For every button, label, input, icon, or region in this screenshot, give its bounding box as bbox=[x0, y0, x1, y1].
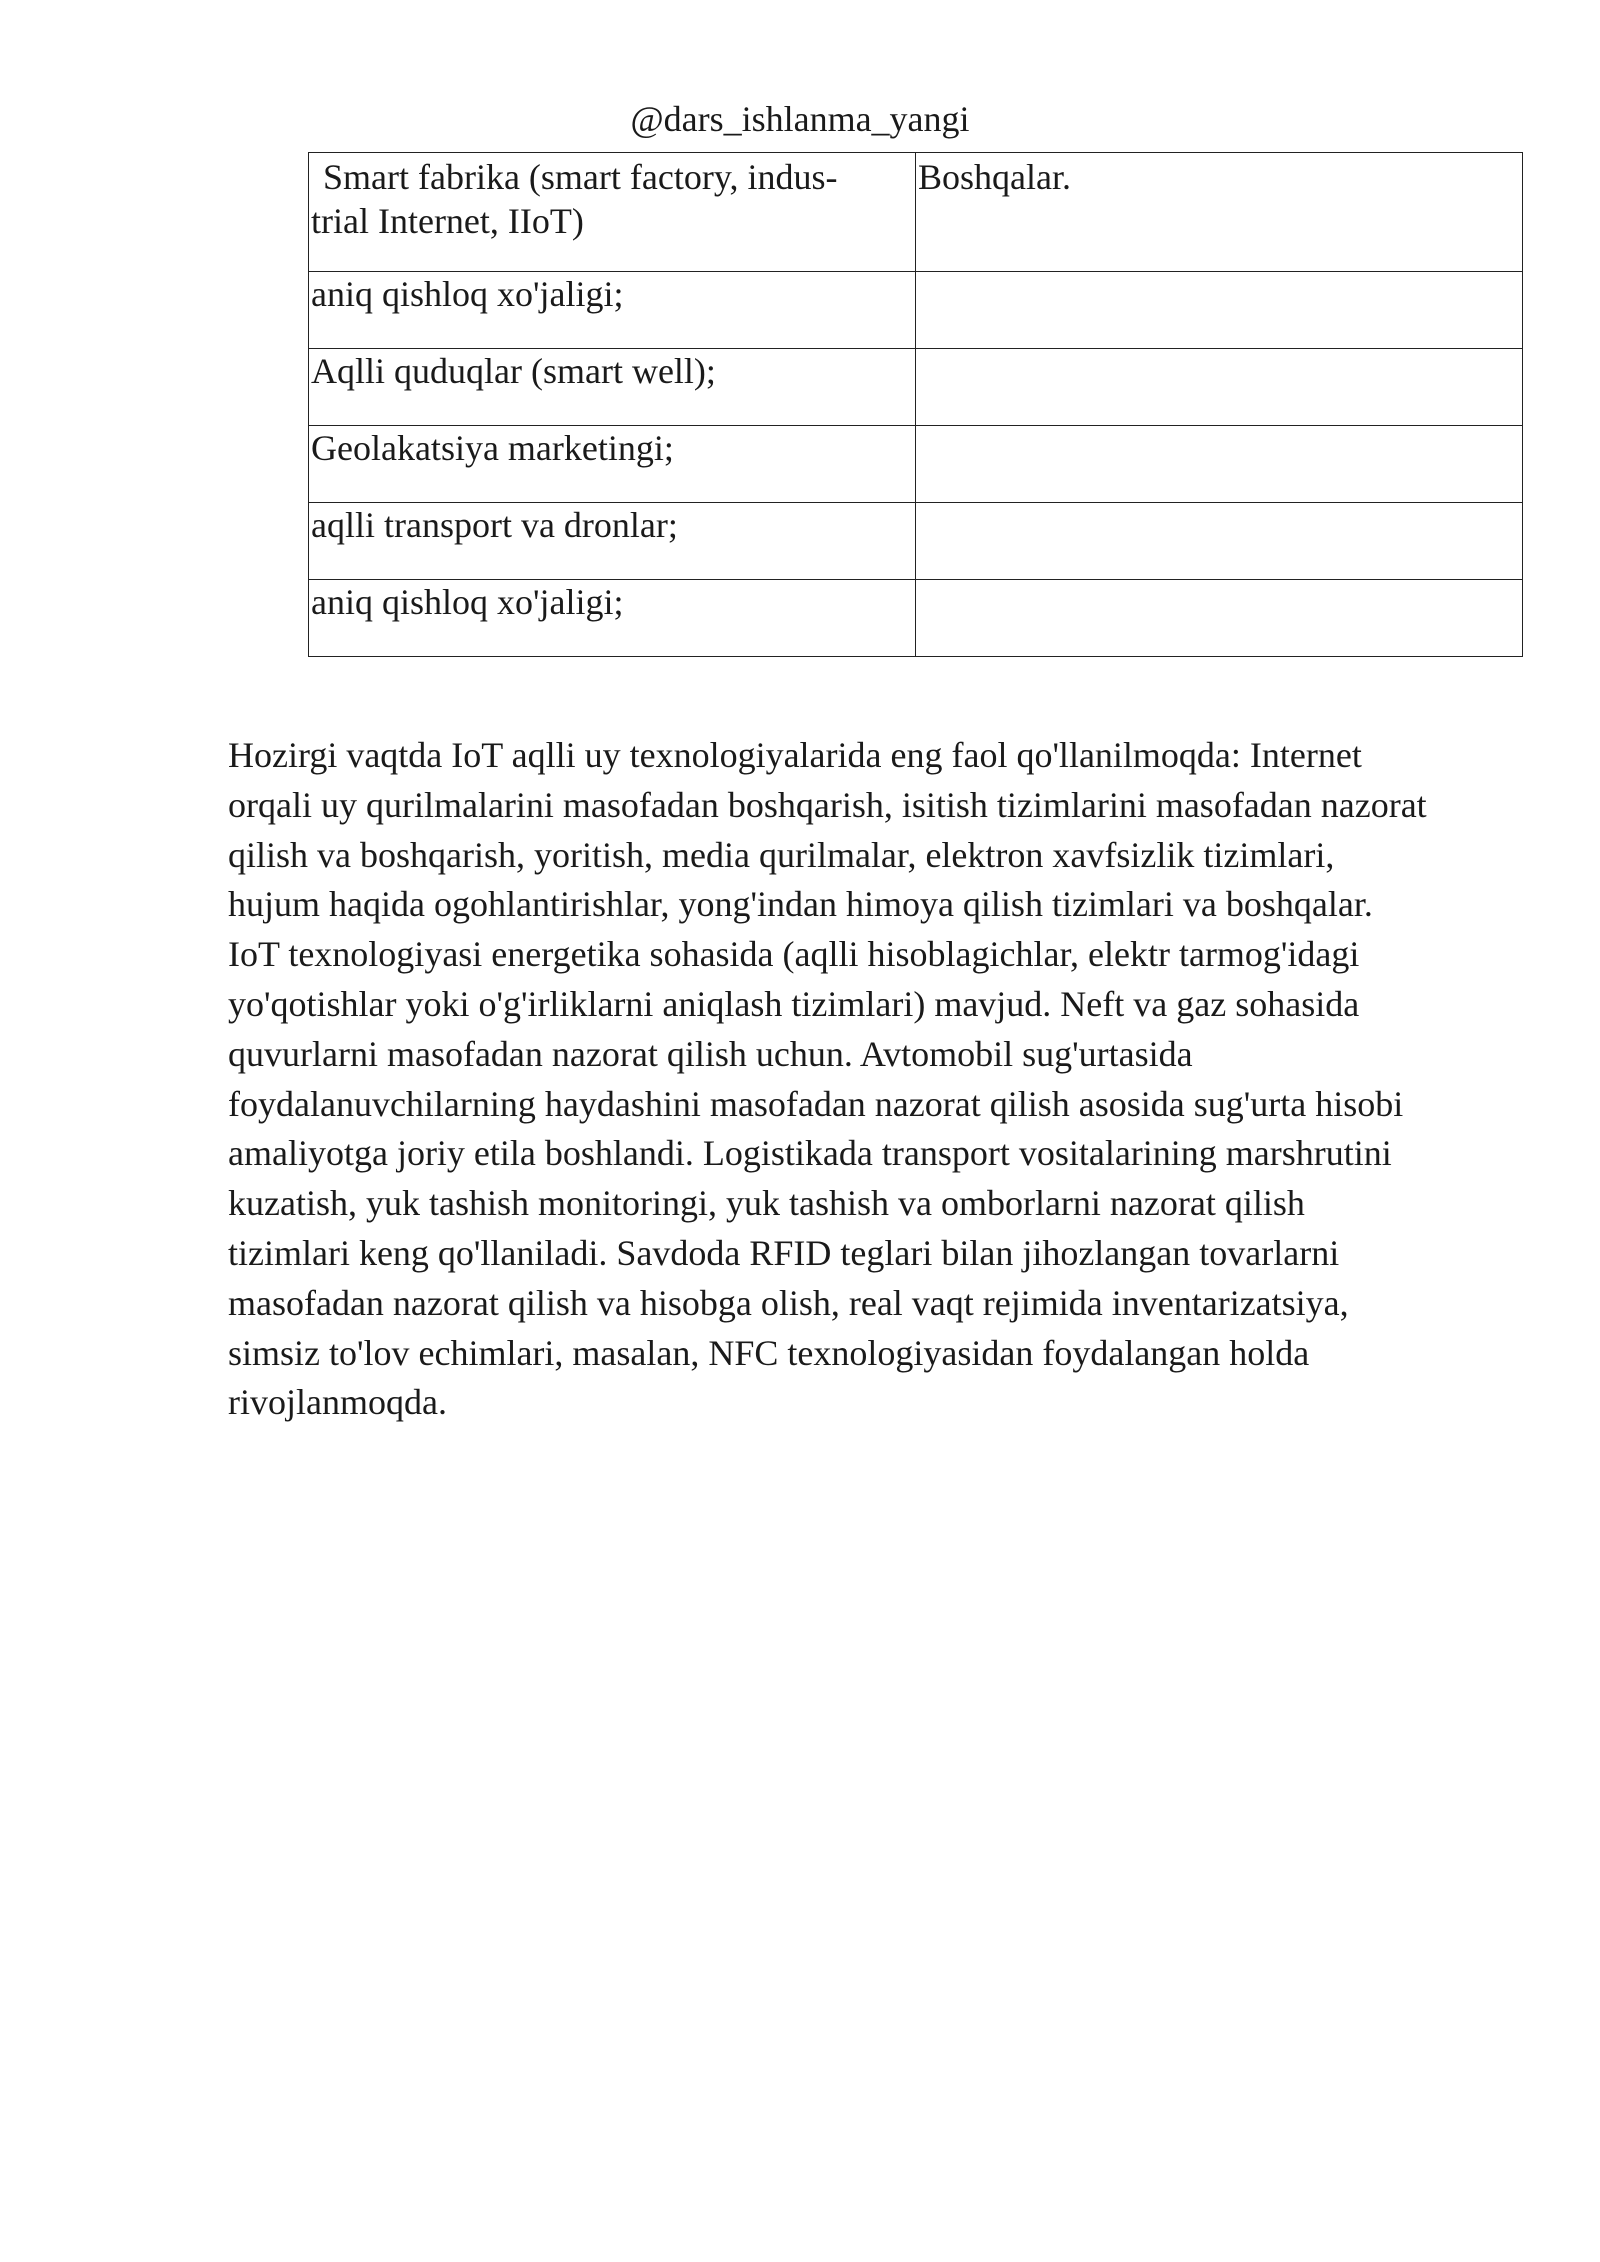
table-cell bbox=[916, 503, 1523, 580]
paragraph-line: foydalanuvchilarning haydashini masofadan nazorat qilish asosida sug'urta hisobi bbox=[228, 1083, 1404, 1124]
page-header-handle: @dars_ishlanma_yangi bbox=[630, 99, 970, 139]
paragraph-line: IoT texnologiyasi energetika sohasida (aqlli hisoblagichlar, elektr tarmog'idagi bbox=[228, 934, 1360, 975]
paragraph-line: orqali uy qurilmalarini masofadan boshqarish, isitish tizimlarini masofadan nazorat bbox=[228, 784, 1427, 825]
table-row bbox=[309, 272, 1523, 349]
table-cell bbox=[916, 272, 1523, 349]
table-row bbox=[309, 426, 1523, 503]
paragraph-line: hujum haqida ogohlantirishlar, yong'indan himoya qilish tizimlari va boshqalar. bbox=[228, 884, 1373, 925]
paragraph-line: qilish va boshqarish, yoritish, media qurilmalar, elektron xavfsizlik tizimlari, bbox=[228, 834, 1335, 875]
table-cell bbox=[309, 153, 916, 272]
table-cell: Aqlli quduqlar (smart well); bbox=[309, 349, 916, 426]
paragraph-line: quvurlarni masofadan nazorat qilish uchun. Avtomobil sug'urtasida bbox=[228, 1033, 1193, 1074]
paragraph-line: simsiz to'lov echimlari, masalan, NFC texnologiyasidan foydalangan holda bbox=[228, 1332, 1310, 1373]
table-cell bbox=[916, 349, 1523, 426]
paragraph-line: rivojlanmoqda. bbox=[228, 1382, 447, 1423]
table-cell: aniq qishloq xo'jaligi; bbox=[309, 580, 916, 657]
paragraph-line: Hozirgi vaqtda IoT aqlli uy texnologiyalarida eng faol qo'llanilmoqda: Internet bbox=[228, 735, 1362, 775]
paragraph-line: tizimlari keng qo'llaniladi. Savdoda RFID teglari bilan jihozlangan tovarlarni bbox=[228, 1232, 1340, 1273]
table-cell-line: Smart fabrika (smart factory, indus- bbox=[323, 157, 838, 197]
table-cell: aniq qishloq xo'jaligi; bbox=[309, 272, 916, 349]
table-cell: Boshqalar. bbox=[916, 153, 1523, 272]
table-cell bbox=[916, 580, 1523, 657]
table-cell-line: trial Internet, IIoT) bbox=[311, 201, 584, 241]
paragraph-line: masofadan nazorat qilish va hisobga olish, real vaqt rejimida inventarizatsiya, bbox=[228, 1282, 1349, 1323]
table-cell: Geolakatsiya marketingi; bbox=[309, 426, 916, 503]
paragraph-line: yo'qotishlar yoki o'g'irliklarni aniqlash tizimlari) mavjud. Neft va gaz sohasida bbox=[228, 983, 1360, 1024]
table-row bbox=[309, 349, 1523, 426]
table-cell: aqlli transport va dronlar; bbox=[309, 503, 916, 580]
paragraph-line: amaliyotga joriy etila boshlandi. Logistikada transport vositalarining marshrutini bbox=[228, 1133, 1392, 1174]
table-cell bbox=[916, 426, 1523, 503]
table-row bbox=[309, 503, 1523, 580]
topics-table bbox=[308, 152, 1523, 657]
body-paragraph bbox=[228, 731, 1528, 1428]
table-row bbox=[309, 580, 1523, 657]
table-row bbox=[309, 153, 1523, 272]
paragraph-line: kuzatish, yuk tashish monitoringi, yuk tashish va omborlarni nazorat qilish bbox=[228, 1183, 1305, 1224]
